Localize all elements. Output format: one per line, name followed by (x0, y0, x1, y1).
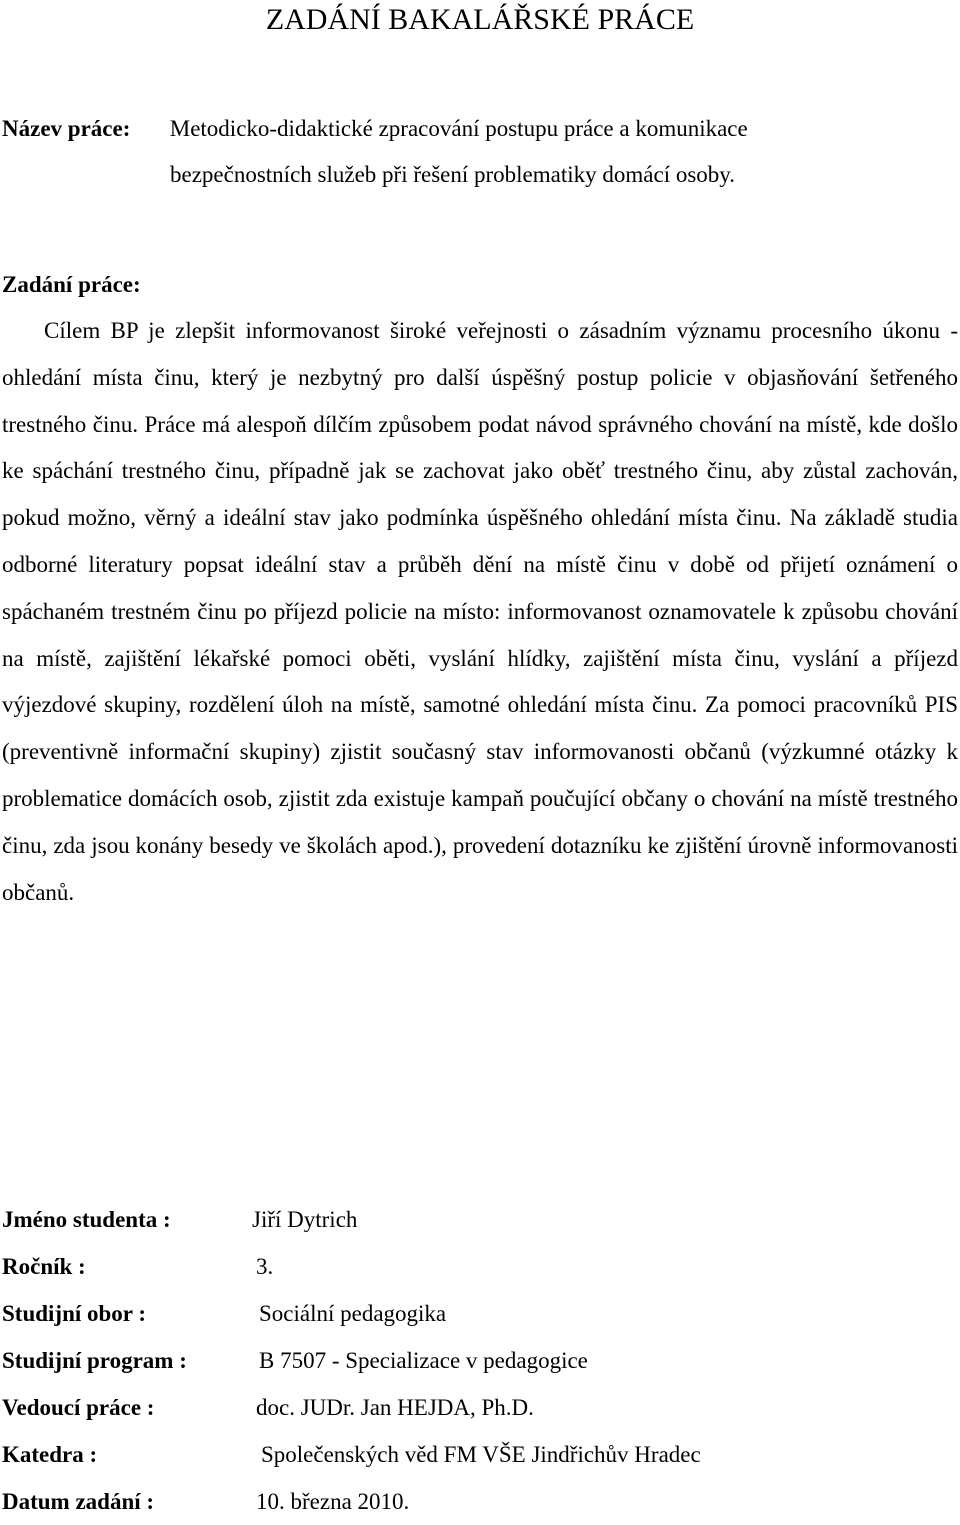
info-row-student (2, 1196, 952, 1243)
info-row-date (2, 1478, 952, 1525)
thesis-name-line-2: bezpečnostních služeb při řešení problematiky domácí osoby. (170, 162, 736, 187)
info-row-department (2, 1431, 952, 1478)
info-row-year (2, 1243, 952, 1290)
date-value: 10. března 2010. (256, 1489, 410, 1514)
field-value: Sociální pedagogika (259, 1301, 447, 1326)
assignment-text: Cílem BP je zlepšit informovanost široké veřejnosti o zásadním významu procesního úkonu - ohledání místa činu, který je nezbytný pro další úspěšný postup policie v objasňování šetřeného trestného činu. Práce má alespoň dílčím způsobem podat návod správného chování na místě, kde došlo ke spáchání trestného činu, případně jak se zachovat jako oběť trestného činu, aby zůstal zachován, pokud možno, věrný a ideální stav jako podmínka úspěšného ohledání místa činu. Na základě studia odborné literatury popsat ideální stav a průběh dění na místě činu v době od přijetí oznámení o spáchaném trestném činu po příjezd policie na místo: informovanost oznamovatele k způsobu chování na místě, zajištění lékařské pomoci oběti, vyslání hlídky, zajištění místa činu, vyslání a příjezd výjezdové skupiny, rozdělení úloh na místě, samotné ohledání místa činu. Za pomoci pracovníků PIS (preventivně informační skupiny) zjistit současný stav informovanosti občanů (výzkumné otázky k problematice domácích osob, zjistit zda existuje kampaň poučující občany o chování na místě trestného činu, zda jsou konány besedy ve školách apod.), provedení dotazníku ke zjištění úrovně informovanosti občanů. (2, 318, 958, 905)
year-label: Ročník : (2, 1254, 86, 1279)
thesis-name-label: Název práce: (2, 116, 131, 141)
info-row-field (2, 1290, 952, 1337)
thesis-name-section (2, 106, 952, 198)
info-row-supervisor (2, 1384, 952, 1431)
date-label: Datum zadání : (2, 1489, 155, 1514)
program-label: Studijní program : (2, 1348, 187, 1373)
student-name-value: Jiří Dytrich (252, 1207, 358, 1232)
field-label: Studijní obor : (2, 1301, 147, 1326)
department-value: Společenských věd FM VŠE Jindřichův Hradec (261, 1442, 701, 1467)
student-info-section (2, 1196, 952, 1525)
document-title: ZADÁNÍ BAKALÁŘSKÉ PRÁCE (265, 3, 695, 36)
year-value: 3. (256, 1254, 274, 1279)
info-row-program (2, 1337, 952, 1384)
supervisor-value: doc. JUDr. Jan HEJDA, Ph.D. (256, 1395, 534, 1420)
student-name-label: Jméno studenta : (2, 1207, 171, 1232)
program-value: B 7507 - Specializace v pedagogice (259, 1348, 588, 1373)
supervisor-label: Vedoucí práce : (2, 1395, 155, 1420)
department-label: Katedra : (2, 1442, 98, 1467)
assignment-label: Zadání práce: (2, 272, 141, 297)
thesis-name-line-1: Metodicko-didaktické zpracování postupu práce a komunikace (169, 116, 748, 141)
